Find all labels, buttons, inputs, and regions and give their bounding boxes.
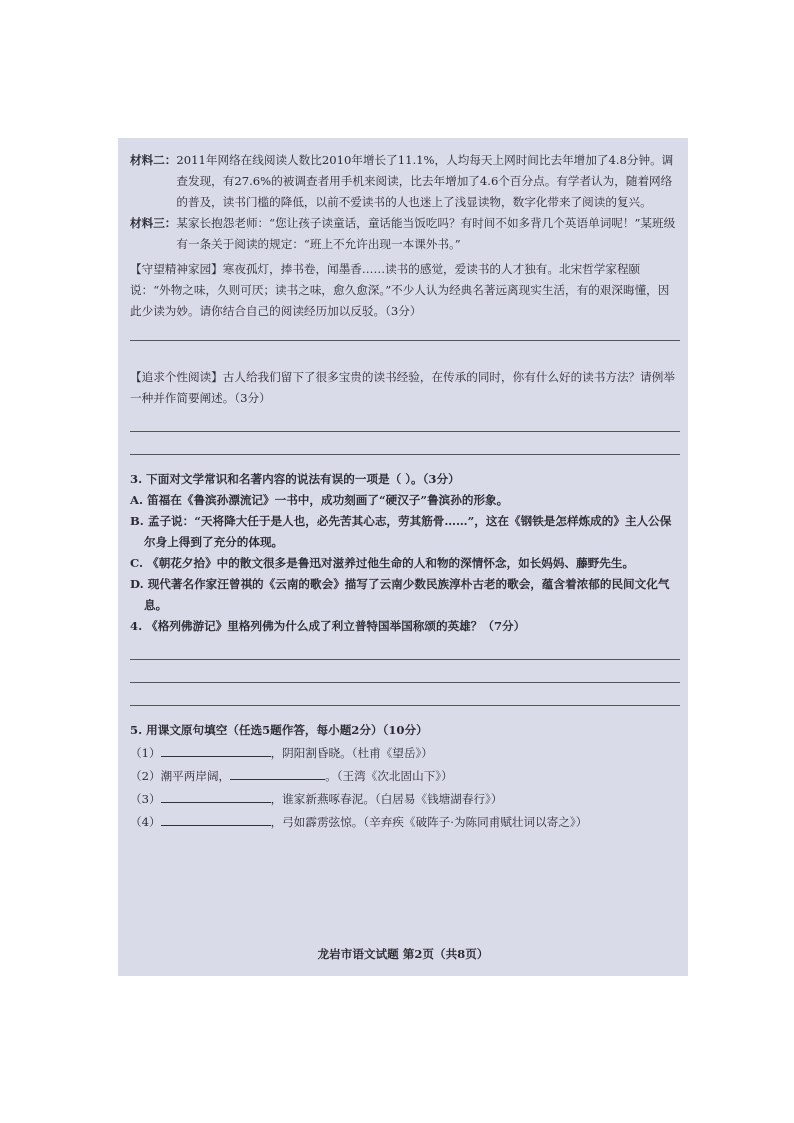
fill-item-number: （2）: [130, 769, 161, 783]
fill-item-2: [130, 766, 680, 787]
fill-item-text: ，弓如霹雳弦惊。（辛弃疾《破阵子·为陈同甫赋壮词以寄之》）: [270, 815, 588, 829]
fill-blank[interactable]: [161, 789, 271, 803]
material-two-label: 材料二：: [130, 153, 177, 167]
answer-line[interactable]: [130, 431, 680, 432]
page-footer: 龙岩市语文试题 第2页（共8页）: [317, 947, 489, 961]
fill-item-1: [130, 743, 680, 764]
scanned-page: [118, 138, 688, 976]
question-3-stem: 3. 下面对文学常识和名著内容的说法有误的一项是（ ）。（3分）: [130, 472, 460, 486]
fill-item-4: [130, 812, 680, 833]
question-3-option-d: D. 现代著名作家汪曾祺的《云南的歌会》描写了云南少数民族淳朴古老的歌会，蕴含着浓郁的民间文化气息。: [130, 577, 670, 612]
question-3-option-b: B. 孟子说：“天将降大任于是人也，必先苦其心志，劳其筋骨……”，这在《钢铁是怎样炼成的》主人公保尔身上得到了充分的体现。: [130, 514, 672, 549]
fill-item-prefix: 潮平两岸阔，: [160, 769, 231, 783]
fill-item-text: 。（王湾《次北固山下》）: [325, 769, 453, 783]
fill-item-text: ，阴阳割昏晓。（杜甫《望岳》）: [270, 746, 433, 760]
answer-line[interactable]: [130, 682, 680, 683]
fill-item-number: （1）: [130, 746, 161, 760]
question-3-option-a: A. 笛福在《鲁滨孙漂流记》一书中，成功刻画了“硬汉子”鲁滨孙的形象。: [130, 493, 509, 507]
material-three: [130, 213, 680, 255]
fill-item-3: [130, 789, 680, 810]
answer-line[interactable]: [130, 340, 680, 341]
material-two: [130, 150, 680, 213]
fill-item-number: （3）: [130, 792, 161, 806]
page-content: [130, 150, 680, 833]
fill-blank[interactable]: [161, 812, 271, 826]
fill-blank[interactable]: [161, 743, 271, 757]
answer-line[interactable]: [130, 659, 680, 660]
material-two-text: 2011年网络在线阅读人数比2010年增长了11.1%，人均每天上网时间比去年增加了4.8分钟。调查发现，有27.6%的被调查者用手机来阅读，比去年增加了4.6个百分点。有学者认为，随着网络的普及，读书门槛的降低，以前不爱读书的人也迷上了浅显读物，数字化带来了阅读的复兴。: [176, 153, 674, 209]
answer-line[interactable]: [130, 705, 680, 706]
question-5-stem: 5. 用课文原句填空（任选5题作答，每小题2分）（10分）: [130, 723, 428, 737]
question-3-option-c: C. 《朝花夕拾》中的散文很多是鲁迅对滋养过他生命的人和物的深情怀念，如长妈妈、藤野先生。: [130, 556, 635, 570]
answer-line[interactable]: [130, 454, 680, 455]
fill-blank[interactable]: [230, 766, 325, 780]
question-4-stem: 4. 《格列佛游记》里格列佛为什么成了利立普特国举国称颂的英雄？（7分）: [130, 619, 526, 633]
shouwang-prompt: 【守望精神家园】寒夜孤灯，捧书卷，闻墨香……读书的感觉，爱读书的人才独有。北宋哲学家程颐说：“外物之味，久则可厌；读书之味，愈久愈深。”不少人认为经典名著远离现实生活，有的艰深晦懂，因此少读为妙。请你结合自己的阅读经历加以反驳。（3分）: [130, 262, 670, 318]
zhuiqiu-prompt: 【追求个性阅读】古人给我们留下了很多宝贵的读书经验，在传承的同时，你有什么好的读书方法？请例举一种并作简要阐述。（3分）: [130, 370, 675, 405]
material-three-text: 某家长抱怨老师：“您让孩子读童话，童话能当饭吃吗？有时间不如多背几个英语单词呢！”某班级有一条关于阅读的规定：“班上不允许出现一本课外书。”: [176, 216, 676, 251]
fill-item-text: ，谁家新燕啄春泥。（白居易《钱塘湖春行》）: [270, 792, 503, 806]
material-three-label: 材料三：: [130, 216, 177, 230]
fill-item-number: （4）: [130, 815, 161, 829]
